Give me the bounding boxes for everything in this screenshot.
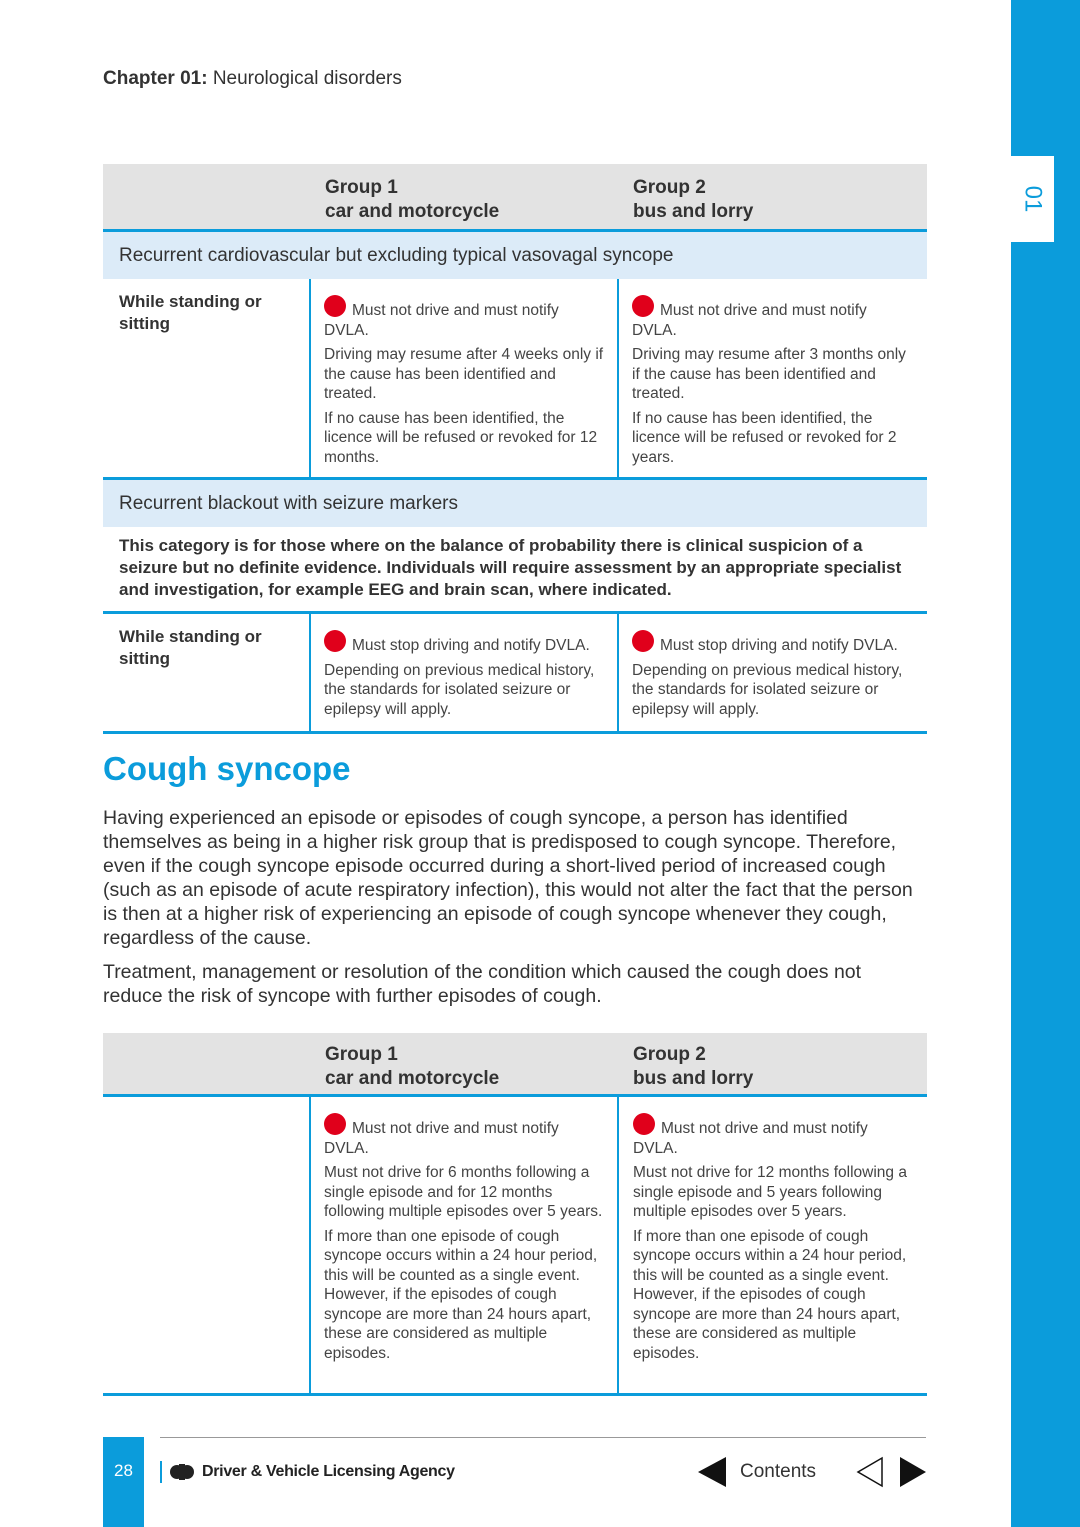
row-label: While standing or sitting bbox=[119, 292, 262, 333]
alert-dot-icon bbox=[324, 295, 346, 317]
group1-cell bbox=[324, 1113, 604, 1368]
category-row: Recurrent cardiovascular but excluding typical vasovagal syncope bbox=[103, 232, 927, 279]
table-row bbox=[103, 614, 927, 734]
paragraph: Having experienced an episode or episodes of cough syncope, a person has identified themselves as being in a higher risk group that is predisposed to cough syncope. Therefore, even if the cough syncope episode occurred during a short-lived period of increased cough (such as an episode of acute respiratory infection), this would not alter the fact that the person is then at a higher risk of experiencing an episode of cough syncope whenever they cough, regardless of the cause. bbox=[103, 807, 913, 949]
table-header bbox=[103, 1033, 927, 1097]
previous-page-icon[interactable] bbox=[856, 1456, 884, 1488]
page-number: 28 bbox=[103, 1437, 144, 1527]
alert-dot-icon bbox=[324, 1113, 346, 1135]
alert-dot-icon bbox=[633, 1113, 655, 1135]
cell-text: Must stop driving and notify DVLA. bbox=[352, 637, 590, 654]
standards-table-2 bbox=[103, 1033, 927, 1396]
standards-table-1 bbox=[103, 164, 927, 734]
cell-text: If no cause has been identified, the licence will be refused or revoked for 12 months. bbox=[324, 409, 598, 466]
group1-subtitle: car and motorcycle bbox=[325, 1068, 500, 1089]
group1-title: Group 1 bbox=[325, 1044, 398, 1065]
group2-subtitle: bus and lorry bbox=[633, 201, 754, 222]
section-title: Cough syncope bbox=[103, 750, 351, 787]
cell-text: Driving may resume after 3 months only if the cause has been identified and treated. bbox=[632, 346, 906, 402]
group1-title: Group 1 bbox=[325, 177, 398, 198]
group2-cell bbox=[632, 295, 912, 472]
cell-text: Must not drive and must notify DVLA. bbox=[324, 302, 559, 339]
chapter-label: Chapter 01: bbox=[103, 68, 208, 89]
table-header bbox=[103, 164, 927, 232]
column-divider bbox=[617, 1097, 619, 1393]
group1-cell bbox=[324, 295, 604, 472]
group2-title: Group 2 bbox=[633, 177, 706, 198]
category-row: Recurrent blackout with seizure markers bbox=[103, 480, 927, 527]
cell-text: If more than one episode of cough syncope occurs within a 24 hour period, this will be counted as a single event. However, if the episodes of cough syncope are more than 24 hours apart, these are considered as multiple episodes. bbox=[633, 1227, 907, 1362]
logo-bar bbox=[160, 1461, 162, 1483]
cell-text: Must not drive for 12 months following a single episode and 5 years following multiple episodes over 5 years. bbox=[633, 1164, 907, 1220]
crest-icon bbox=[168, 1461, 196, 1483]
cell-text: Must not drive and must notify DVLA. bbox=[632, 302, 867, 339]
alert-dot-icon bbox=[632, 630, 654, 652]
cell-text: If more than one episode of cough syncope occurs within a 24 hour period, this will be counted as a single event. However, if the episodes of cough syncope are more than 24 hours apart, these are considered as multiple episodes. bbox=[324, 1227, 598, 1362]
back-arrow-icon bbox=[698, 1457, 726, 1487]
group2-subtitle: bus and lorry bbox=[633, 1068, 754, 1089]
cell-text: Must not drive and must notify DVLA. bbox=[633, 1120, 868, 1157]
cell-text: If no cause has been identified, the licence will be refused or revoked for 2 years. bbox=[632, 409, 897, 466]
table-row bbox=[103, 279, 927, 480]
chapter-heading bbox=[103, 68, 402, 90]
table-row bbox=[103, 1097, 927, 1396]
cell-text: Must stop driving and notify DVLA. bbox=[660, 637, 898, 654]
column-divider bbox=[309, 614, 311, 731]
column-divider bbox=[309, 1097, 311, 1393]
column-divider bbox=[617, 279, 619, 477]
contents-label: Contents bbox=[740, 1461, 817, 1482]
agency-logo bbox=[160, 1461, 455, 1483]
column-divider bbox=[309, 279, 311, 477]
paragraph: Treatment, management or resolution of the condition which caused the cough does not reduce the risk of syncope with further episodes of cough. bbox=[103, 961, 862, 1007]
group2-cell bbox=[633, 1113, 913, 1368]
group2-title: Group 2 bbox=[633, 1044, 706, 1065]
group1-header bbox=[325, 176, 499, 224]
cell-text: Must not drive and must notify DVLA. bbox=[324, 1120, 559, 1157]
group2-cell bbox=[632, 630, 912, 724]
group2-header bbox=[633, 1043, 753, 1091]
column-divider bbox=[617, 614, 619, 731]
cell-text: Depending on previous medical history, the standards for isolated seizure or epilepsy will apply. bbox=[324, 661, 595, 718]
group2-header bbox=[633, 176, 753, 224]
category-note: This category is for those where on the balance of probability there is clinical suspicion of a seizure but no definite evidence. Individuals will require assessment by an appropriate specialist and investigation, for example EEG and brain scan, where indicated. bbox=[103, 527, 927, 614]
group1-cell bbox=[324, 630, 604, 724]
cell-text: Driving may resume after 4 weeks only if the cause has been identified and treated. bbox=[324, 346, 604, 402]
alert-dot-icon bbox=[632, 295, 654, 317]
chapter-title: Neurological disorders bbox=[212, 68, 402, 89]
group1-header bbox=[325, 1043, 499, 1091]
agency-name: Driver & Vehicle Licensing Agency bbox=[202, 1463, 455, 1480]
alert-dot-icon bbox=[324, 630, 346, 652]
group1-subtitle: car and motorcycle bbox=[325, 201, 500, 222]
cell-text: Depending on previous medical history, the standards for isolated seizure or epilepsy will apply. bbox=[632, 661, 903, 718]
row-label: While standing or sitting bbox=[119, 627, 262, 668]
cell-text: Must not drive for 6 months following a single episode and for 12 months following multiple episodes over 5 years. bbox=[324, 1164, 603, 1220]
section-body bbox=[103, 806, 913, 1018]
contents-link[interactable] bbox=[698, 1457, 816, 1487]
footer-divider bbox=[160, 1437, 926, 1438]
next-page-icon[interactable] bbox=[899, 1456, 927, 1488]
chapter-tab-label: 01 bbox=[1019, 185, 1047, 213]
